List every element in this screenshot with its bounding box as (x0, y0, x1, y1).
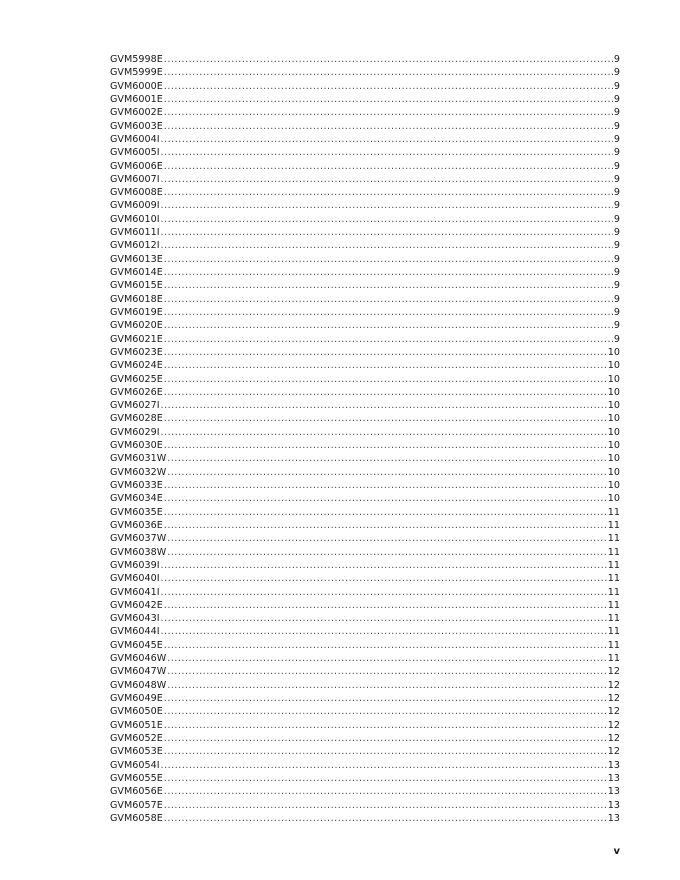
dot-leader (161, 239, 613, 252)
toc-entry[interactable] (110, 53, 620, 66)
toc-entry-page: 10 (607, 346, 620, 358)
dot-leader (164, 412, 607, 425)
toc-entry[interactable] (110, 625, 620, 638)
toc-entry-code: GVM5999E (110, 67, 163, 79)
toc-entry-page: 9 (613, 173, 620, 185)
table-of-contents (110, 53, 620, 825)
toc-entry-code: GVM6048W (110, 679, 167, 691)
dot-leader (164, 293, 613, 306)
toc-entry-code: GVM6031W (110, 453, 167, 465)
toc-entry-code: GVM6001E (110, 93, 163, 105)
toc-entry-code: GVM6037W (110, 533, 167, 545)
toc-entry[interactable] (110, 692, 620, 705)
toc-entry-code: GVM6027I (110, 400, 160, 412)
toc-entry-code: GVM6028E (110, 413, 163, 425)
toc-entry-code: GVM6003E (110, 120, 163, 132)
toc-entry[interactable] (110, 732, 620, 745)
toc-entry-code: GVM6038W (110, 546, 167, 558)
dot-leader (164, 266, 613, 279)
toc-entry[interactable] (110, 759, 620, 772)
toc-entry[interactable] (110, 66, 620, 79)
dot-leader (164, 772, 607, 785)
toc-entry-code: GVM6021E (110, 333, 163, 345)
toc-entry-page: 9 (613, 54, 620, 65)
toc-entry-code: GVM6055E (110, 772, 163, 784)
toc-entry-code: GVM6025E (110, 373, 163, 385)
toc-entry-code: GVM6058E (110, 812, 163, 824)
dot-leader (164, 506, 607, 519)
dot-leader (161, 759, 607, 772)
toc-entry[interactable] (110, 532, 620, 545)
toc-entry[interactable] (110, 705, 620, 718)
toc-entry-code: GVM6005I (110, 147, 160, 159)
toc-entry-page: 11 (607, 573, 620, 585)
toc-entry-page: 11 (607, 653, 620, 665)
toc-entry[interactable] (110, 599, 620, 612)
toc-entry[interactable] (110, 359, 620, 372)
toc-entry-page: 11 (607, 639, 620, 651)
toc-entry[interactable] (110, 93, 620, 106)
toc-entry-page: 9 (613, 253, 620, 265)
toc-entry-page: 12 (607, 746, 620, 758)
toc-entry-code: GVM6008E (110, 187, 163, 199)
page-number: v (613, 846, 620, 857)
toc-entry-page: 12 (607, 666, 620, 678)
toc-entry-code: GVM6000E (110, 80, 163, 92)
dot-leader (164, 439, 607, 452)
toc-entry-code: GVM6014E (110, 267, 163, 278)
dot-leader (164, 66, 613, 79)
toc-entry-code: GVM6054I (110, 759, 160, 771)
dot-leader (164, 319, 613, 332)
toc-entry-code: GVM6050E (110, 706, 163, 718)
toc-entry-page: 13 (607, 812, 620, 824)
toc-entry-code: GVM6013E (110, 253, 163, 265)
dot-leader (167, 546, 607, 559)
toc-entry[interactable] (110, 293, 620, 306)
toc-entry[interactable] (110, 333, 620, 346)
dot-leader (164, 160, 613, 173)
dot-leader (167, 679, 607, 692)
toc-entry-page: 10 (607, 373, 620, 385)
toc-entry[interactable] (110, 452, 620, 465)
toc-entry-page: 9 (613, 67, 620, 79)
toc-entry-code: GVM6052E (110, 732, 163, 744)
toc-entry-page: 13 (607, 759, 620, 771)
toc-entry-page: 9 (613, 267, 620, 278)
toc-entry-code: GVM6042E (110, 599, 163, 611)
toc-entry-page: 9 (613, 227, 620, 239)
toc-entry-page: 10 (607, 453, 620, 465)
toc-entry[interactable] (110, 319, 620, 332)
toc-entry-code: GVM6029I (110, 426, 160, 438)
toc-entry-page: 10 (607, 360, 620, 372)
dot-leader (164, 745, 607, 758)
toc-entry[interactable] (110, 812, 620, 825)
toc-entry[interactable] (110, 80, 620, 93)
toc-entry-page: 9 (613, 293, 620, 305)
toc-entry[interactable] (110, 239, 620, 252)
dot-leader (167, 532, 607, 545)
toc-entry-code: GVM6057E (110, 799, 163, 811)
toc-entry-code: GVM6034E (110, 493, 163, 505)
dot-leader (164, 719, 607, 732)
dot-leader (164, 279, 613, 292)
dot-leader (161, 146, 613, 159)
toc-entry-code: GVM6043I (110, 613, 160, 625)
toc-entry-page: 10 (607, 413, 620, 425)
dot-leader (164, 80, 613, 93)
toc-entry[interactable] (110, 519, 620, 532)
toc-entry[interactable] (110, 479, 620, 492)
toc-entry[interactable] (110, 213, 620, 226)
toc-entry-page: 10 (607, 386, 620, 398)
dot-leader (161, 199, 613, 212)
toc-entry-page: 9 (613, 213, 620, 225)
toc-entry-page: 11 (607, 586, 620, 598)
toc-entry[interactable] (110, 439, 620, 452)
dot-leader (161, 572, 607, 585)
toc-entry[interactable] (110, 412, 620, 425)
dot-leader (164, 106, 613, 119)
dot-leader (164, 53, 613, 66)
toc-entry[interactable] (110, 719, 620, 732)
toc-entry-page: 13 (607, 799, 620, 811)
dot-leader (164, 519, 607, 532)
dot-leader (164, 479, 607, 492)
toc-entry-page: 9 (613, 93, 620, 105)
toc-entry[interactable] (110, 306, 620, 319)
toc-entry-page: 9 (613, 306, 620, 318)
toc-entry-code: GVM6020E (110, 320, 163, 332)
toc-entry-code: GVM6035E (110, 506, 163, 518)
toc-entry[interactable] (110, 120, 620, 133)
toc-entry[interactable] (110, 785, 620, 798)
dot-leader (161, 612, 607, 625)
toc-entry[interactable] (110, 106, 620, 119)
toc-entry[interactable] (110, 745, 620, 758)
toc-entry-page: 12 (607, 719, 620, 731)
toc-entry[interactable] (110, 226, 620, 239)
toc-entry-page: 12 (607, 679, 620, 691)
toc-entry-code: GVM6039I (110, 559, 160, 571)
toc-entry-page: 9 (613, 187, 620, 199)
dot-leader (164, 93, 613, 106)
toc-entry-page: 11 (607, 533, 620, 545)
toc-entry[interactable] (110, 492, 620, 505)
dot-leader (164, 785, 607, 798)
dot-leader (164, 732, 607, 745)
dot-leader (161, 133, 613, 146)
dot-leader (164, 306, 613, 319)
toc-entry-page: 13 (607, 772, 620, 784)
toc-entry[interactable] (110, 572, 620, 585)
toc-entry-code: GVM6015E (110, 280, 163, 292)
toc-entry-page: 9 (613, 133, 620, 145)
toc-entry-code: GVM6053E (110, 746, 163, 758)
toc-entry-page: 9 (613, 120, 620, 132)
toc-entry-page: 11 (607, 506, 620, 518)
dot-leader (164, 599, 607, 612)
toc-entry[interactable] (110, 546, 620, 559)
toc-entry[interactable] (110, 679, 620, 692)
toc-entry-code: GVM6045E (110, 639, 163, 651)
dot-leader (164, 346, 607, 359)
toc-entry-code: GVM6002E (110, 107, 163, 119)
toc-entry-code: GVM6026E (110, 386, 163, 398)
toc-entry-page: 9 (613, 147, 620, 159)
toc-entry-code: GVM6040I (110, 573, 160, 585)
toc-entry[interactable] (110, 665, 620, 678)
dot-leader (164, 373, 607, 386)
toc-entry-code: GVM6010I (110, 213, 160, 225)
toc-entry[interactable] (110, 133, 620, 146)
toc-entry[interactable] (110, 559, 620, 572)
toc-entry-page: 11 (607, 519, 620, 531)
toc-entry[interactable] (110, 386, 620, 399)
toc-entry-page: 11 (607, 613, 620, 625)
toc-entry-page: 9 (613, 80, 620, 92)
toc-entry-page: 9 (613, 333, 620, 345)
toc-entry-code: GVM6006E (110, 160, 163, 172)
toc-entry-code: GVM6019E (110, 306, 163, 318)
toc-entry-page: 9 (613, 160, 620, 172)
toc-entry-code: GVM5998E (110, 54, 163, 65)
toc-entry-code: GVM6046W (110, 653, 167, 665)
dot-leader (167, 652, 607, 665)
toc-entry-code: GVM6023E (110, 346, 163, 358)
toc-entry[interactable] (110, 346, 620, 359)
dot-leader (161, 625, 607, 638)
toc-entry-page: 10 (607, 466, 620, 478)
toc-entry-code: GVM6011I (110, 227, 160, 239)
dot-leader (167, 452, 607, 465)
toc-entry[interactable] (110, 466, 620, 479)
dot-leader (164, 253, 613, 266)
toc-entry-code: GVM6030E (110, 440, 163, 452)
toc-entry-code: GVM6051E (110, 719, 163, 731)
toc-entry[interactable] (110, 639, 620, 652)
dot-leader (164, 386, 607, 399)
toc-entry[interactable] (110, 186, 620, 199)
toc-entry[interactable] (110, 160, 620, 173)
toc-entry[interactable] (110, 199, 620, 212)
toc-entry-page: 10 (607, 440, 620, 452)
toc-entry-page: 10 (607, 480, 620, 491)
toc-entry-page: 12 (607, 732, 620, 744)
dot-leader (164, 705, 607, 718)
toc-entry-code: GVM6056E (110, 786, 163, 798)
dot-leader (164, 186, 613, 199)
toc-entry-code: GVM6004I (110, 133, 160, 145)
dot-leader (161, 559, 607, 572)
toc-entry-page: 9 (613, 280, 620, 292)
dot-leader (161, 173, 613, 186)
toc-entry-code: GVM6049E (110, 693, 163, 704)
dot-leader (164, 692, 607, 705)
toc-entry[interactable] (110, 652, 620, 665)
toc-entry[interactable] (110, 373, 620, 386)
dot-leader (167, 466, 607, 479)
dot-leader (161, 226, 613, 239)
dot-leader (164, 120, 613, 133)
toc-entry[interactable] (110, 799, 620, 812)
dot-leader (164, 639, 607, 652)
toc-entry-code: GVM6044I (110, 626, 160, 638)
toc-entry-code: GVM6032W (110, 466, 167, 478)
toc-entry-code: GVM6024E (110, 360, 163, 372)
toc-entry-page: 9 (613, 240, 620, 252)
dot-leader (164, 799, 607, 812)
toc-entry-page: 9 (613, 200, 620, 212)
toc-entry-page: 11 (607, 599, 620, 611)
dot-leader (164, 333, 613, 346)
dot-leader (164, 359, 607, 372)
dot-leader (161, 399, 607, 412)
toc-entry-page: 10 (607, 426, 620, 438)
toc-entry-code: GVM6036E (110, 519, 163, 531)
toc-entry-page: 9 (613, 320, 620, 332)
toc-entry-code: GVM6007I (110, 173, 160, 185)
toc-entry[interactable] (110, 506, 620, 519)
toc-entry[interactable] (110, 399, 620, 412)
toc-entry-code: GVM6033E (110, 480, 163, 491)
toc-entry[interactable] (110, 426, 620, 439)
toc-entry-page: 10 (607, 493, 620, 505)
toc-entry[interactable] (110, 253, 620, 266)
toc-entry-page: 11 (607, 546, 620, 558)
dot-leader (161, 586, 607, 599)
toc-entry-page: 12 (607, 706, 620, 718)
toc-entry-page: 13 (607, 786, 620, 798)
toc-entry[interactable] (110, 266, 620, 279)
toc-entry-code: GVM6009I (110, 200, 160, 212)
toc-entry-page: 11 (607, 559, 620, 571)
toc-entry[interactable] (110, 586, 620, 599)
toc-entry-page: 9 (613, 107, 620, 119)
dot-leader (167, 665, 607, 678)
toc-entry-code: GVM6012I (110, 240, 160, 252)
toc-entry[interactable] (110, 146, 620, 159)
toc-entry-page: 12 (607, 693, 620, 704)
toc-entry-code: GVM6018E (110, 293, 163, 305)
toc-entry-code: GVM6041I (110, 586, 160, 598)
dot-leader (164, 492, 607, 505)
toc-entry-code: GVM6047W (110, 666, 167, 678)
toc-entry[interactable] (110, 173, 620, 186)
toc-entry-page: 11 (607, 626, 620, 638)
dot-leader (164, 812, 607, 825)
toc-entry[interactable] (110, 279, 620, 292)
toc-entry[interactable] (110, 772, 620, 785)
dot-leader (161, 213, 613, 226)
toc-entry-page: 10 (607, 400, 620, 412)
toc-entry[interactable] (110, 612, 620, 625)
dot-leader (161, 426, 607, 439)
